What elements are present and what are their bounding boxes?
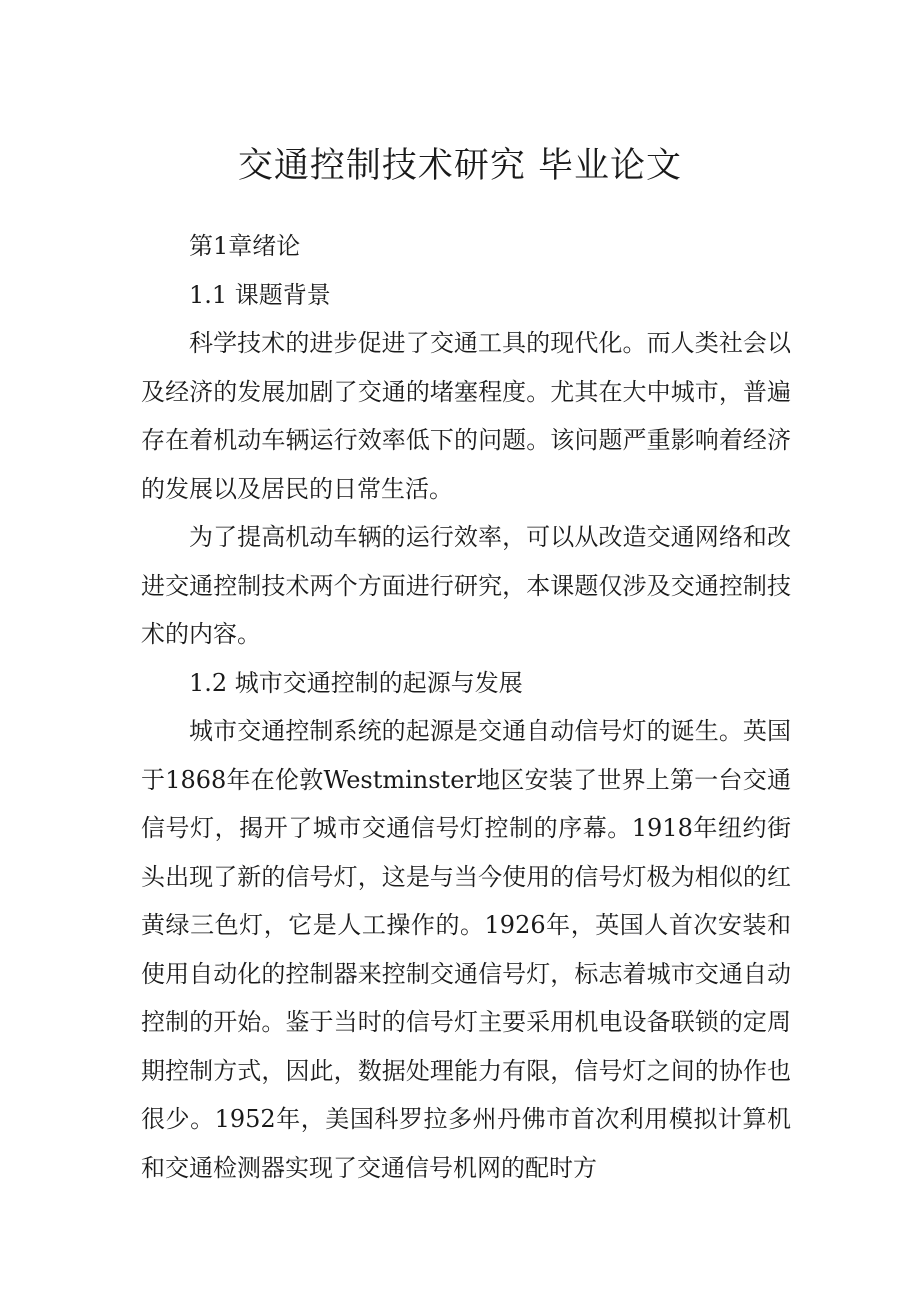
document-body — [141, 222, 791, 1192]
section-heading-1-1: 1.1 课题背景 — [189, 280, 331, 309]
section-heading-1-2: 1.2 城市交通控制的起源与发展 — [189, 668, 523, 697]
document-title: 交通控制技术研究 毕业论文 — [237, 146, 683, 186]
paragraph: 为了提高机动车辆的运行效率，可以从改造交通网络和改进交通控制技术两个方面进行研究，本课题仅涉及交通控制技术的内容。 — [141, 523, 791, 648]
paragraph: 科学技术的进步促进了交通工具的现代化。而人类社会以及经济的发展加剧了交通的堵塞程度。尤其在大中城市，普遍存在着机动车辆运行效率低下的问题。该问题严重影响着经济的发展以及居民的日常生活。 — [141, 329, 791, 503]
paragraph: 城市交通控制系统的起源是交通自动信号灯的诞生。英国于1868年在伦敦Westminster地区安装了世界上第一台交通信号灯，揭开了城市交通信号灯控制的序幕。1918年纽约街头出现了新的信号灯，这是与当今使用的信号灯极为相似的红黄绿三色灯，它是人工操作的。1926年，英国人首次安装和使用自动化的控制器来控制交通信号灯，标志着城市交通自动控制的开始。鉴于当时的信号灯主要采用机电设备联锁的定周期控制方式，因此，数据处理能力有限，信号灯之间的协作也很少。1952年，美国科罗拉多州丹佛市首次利用模拟计算机和交通检测器实现了交通信号机网的配时方 — [141, 717, 791, 1182]
chapter-heading: 第1章绪论 — [189, 232, 301, 260]
